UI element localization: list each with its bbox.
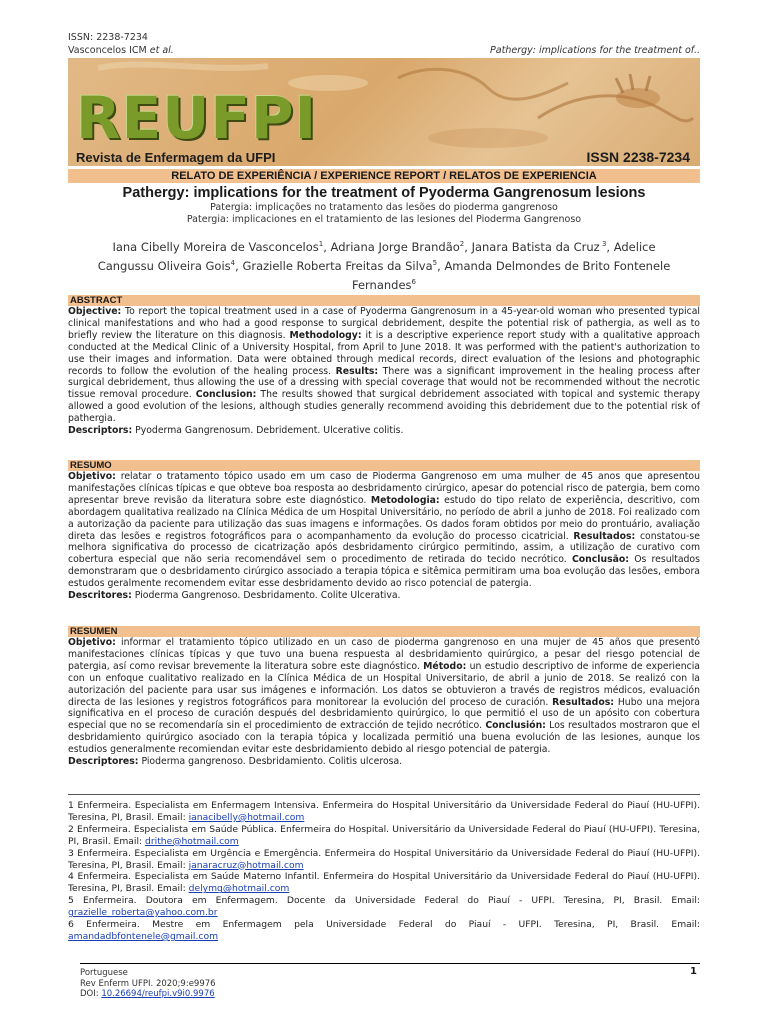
author: Amanda Delmondes de Brito Fontenele Fernandes [351, 258, 671, 292]
affiliation-item: 4 Enfermeira. Especialista em Saúde Materno Infantil. Enfermeira do Hospital Universitário da Universidade Federal do Piauí (HU-UFPI). Teresina, PI, Brasil. Email: delymg@hotmail.com [68, 871, 700, 895]
header-authors-short: Vasconcelos ICM et al. [68, 45, 174, 56]
doi-link[interactable]: 10.26694/reufpi.v9i0.9976 [101, 989, 215, 999]
email-link[interactable]: grazielle_roberta@yahoo.com.br [68, 907, 218, 919]
author: Adelice Cangussu Oliveira Gois [97, 239, 656, 273]
affiliations [68, 800, 700, 943]
resumo-heading: RESUMO [68, 460, 700, 471]
footer-language: Portuguese [80, 968, 128, 978]
author-affiliation-mark: 4 [230, 258, 236, 267]
article-title-pt: Patergia: implicações no tratamento das lesões do pioderma gangrenoso [210, 202, 558, 213]
email-link[interactable]: amandadbfontenele@gmail.com [68, 930, 219, 942]
journal-logo: REUFPI [76, 84, 318, 152]
email-link[interactable]: drithe@hotmail.com [145, 835, 239, 847]
header-issn: ISSN: 2238-7234 [68, 32, 148, 43]
footer-doi: DOI: 10.26694/reufpi.v9i0.9976 [80, 989, 215, 999]
page-footer [80, 968, 216, 1000]
author-affiliation-mark: 2 [459, 240, 465, 248]
article-title-es: Patergia: implicaciones en el tratamiento de las lesiones del Pioderma Gangrenoso [186, 214, 582, 225]
banner-issn: ISSN 2238-7234 [586, 149, 690, 165]
author: Grazielle Roberta Freitas da Silva [242, 258, 433, 273]
affiliation-item: 5 Enfermeira. Doutora em Enfermagem. Docente da Universidade Federal do Piauí - UFPI. Teresina, PI, Brasil. Email: grazielle_roberta@yahoo.com.br [68, 895, 700, 919]
author-affiliation-mark: 1 [318, 240, 324, 248]
author-affiliation-mark: 5 [432, 258, 438, 267]
affiliation-item: 6 Enfermeira. Mestre em Enfermagem pela Universidade Federal do Piauí - UFPI. Teresina, PI, Brasil. Email: amandadbfontenele@gmail.com [68, 919, 700, 942]
journal-banner [68, 58, 700, 166]
resumen-body: Objetivo: informar el tratamiento tópico utilizado en un caso de pioderma gangrenoso en una mujer de 45 años que presentó manifestaciones clínicas típicas y que tuvo una buena respuesta al desbridamiento quirúrgico, a pesar del riesgo potencial de patergia, así como revisar brevemente la literatura sobre este diagnóstico. Método: un estudio descriptivo de informe de experiencia con un enfoque cualitativo realizado en la Clínica Médica de un Hospital Universitario, de abril a junio de 2018. Se realizó con la autorización del paciente para usar sus imágenes e información. Los datos se obtuvieron a través de registros médicos, evaluación directa de las lesiones y registros fotográficos para monitorear la evolución del proceso de curación. Resultados: Hubo una mejora significativa en el proceso de curación después del desbridamiento quirúrgico, lo que permitió el uso de un apósito con cobertura especial que no se recomendaría sin el procedimiento de extracción de tejido necrótico. Conclusión: Los resultados mostraron que el desbridamiento quirúrgico asociado con la terapia tópica y localizada permitió una buena evolución de las lesiones, aunque los estudios generalmente recomiendan evitar este desbridamiento debido al riesgo potencial de patergia. Descriptores: Pioderma gangrenoso. Desbridamiento. Colitis ulcerosa. [68, 637, 700, 768]
email-link[interactable]: janaracruz@hotmail.com [188, 859, 304, 871]
journal-name: Revista de Enfermagem da UFPI [76, 150, 276, 165]
email-link[interactable]: delymg@hotmail.com [188, 883, 290, 895]
author: Iana Cibelly Moreira de Vasconcelos [112, 239, 319, 254]
affiliation-item: 1 Enfermeira. Especialista em Enfermagem Intensiva. Enfermeira do Hospital Universitário da Universidade Federal do Piauí (HU-UFPI). Teresina, PI, Brasil. Email: ianacibelly@hotmail.com [68, 800, 700, 823]
email-link[interactable]: ianacibelly@hotmail.com [188, 811, 305, 823]
resumo-body: Objetivo: relatar o tratamento tópico usado em um caso de Pioderma Gangrenoso em uma mulher de 45 anos que apresentou manifestações clínicas típicas e que obteve boa resposta ao desbridamento cirúrgico, apesar do potencial risco de patergia, bem como apresentar breve revisão da literatura sobre este diagnóstico. Metodologia: estudo do tipo relato de experiência, descritivo, com abordagem qualitativa realizado na Clínica Médica de um Hospital Universitário, no período de abril a junho de 2018. Foi realizado com a autorização da paciente para utilização das suas imagens e informações. Os dados foram obtidos por meio do prontuário, avaliação direta das lesões e registros fotográficos para o acompanhamento da evolução do processo cicatricial. Resultados: constatou-se melhora significativa do processo de cicatrização após desbridamento cirúrgico permitindo, assim, a utilização de curativo com cobertura especial que não seria recomendável sem o procedimento de retirada do tecido necrótico. Conclusão: Os resultados demonstraram que o desbridamento cirúrgico associado a terapia tópica e sitêmica permitiram uma boa evolução das lesões, embora estudos geralmente recomendem evitar esse desbridamento devido ao risco potencial de patergia. Descritores: Pioderma Gangrenoso. Desbridamento. Colite Ulcerativa. [68, 471, 700, 602]
footer-citation: Rev Enferm UFPI. 2020;9:e9976 [80, 978, 216, 989]
resumen-heading: RESUMEN [68, 626, 700, 637]
report-type-band: RELATO DE EXPERIÊNCIA / EXPERIENCE REPORT / RELATOS DE EXPERIENCIA [68, 169, 700, 183]
running-title: Pathergy: implications for the treatment of.. [490, 45, 700, 56]
author-affiliation-mark: 6 [411, 277, 417, 286]
page-number: 1 [690, 966, 697, 977]
author-affiliation-mark: 3 [599, 240, 607, 248]
abstract-heading: ABSTRACT [68, 295, 700, 306]
affiliations-divider [68, 794, 700, 795]
author: Janara Batista da Cruz [471, 239, 600, 254]
footer-rule [80, 963, 700, 964]
affiliation-item: 2 Enfermeira. Especialista em Saúde Pública. Enfermeira do Hospital. Universitário da Universidade Federal do Piauí (HU-UFPI). Teresina, PI, Brasil. Email: drithe@hotmail.com [68, 823, 700, 847]
author: Adriana Jorge Brandão [330, 239, 460, 254]
article-title: Pathergy: implications for the treatment of Pyoderma Gangrenosum lesions [122, 185, 646, 201]
author-list: Iana Cibelly Moreira de Vasconcelos$^1$, Adriana Jorge Brandão$^2$, Janara Batista da Cruz $^3$, Adelice Cangussu Oliveira Gois$^4$, Grazielle Roberta Freitas da Silva$^5$, Amanda Delmondes de Brito Fontenele Fernandes$^6$ [97, 239, 671, 292]
page-header [68, 31, 700, 57]
abstract-body: Objective: To report the topical treatment used in a case of Pyoderma Gangrenosum in a 45-year-old woman who presented typical clinical manifestations and who had a good response to surgical debridement, despite the potential risk of pathergia, as well as to briefly review the literature on this diagnosis. Methodology: it is a descriptive experience report study with a qualitative approach conducted at the Medical Clinic of a University Hospital, from April to June 2018. It was performed with the patient's authorization to use their images and information. Data were obtained through medical records, direct evaluation of the lesions and photographic records to follow the evolution of the healing process. Results: There was a significant improvement in the healing process after surgical debridement, thus allowing the use of a dressing with special coverage that would not be recommended without the necrotic tissue removal procedure. Conclusion: The results showed that surgical debridement associated with topical and systemic therapy allowed a good evolution of the lesions, although studies generally recommend avoiding this debridement due to the potential risk of pathergia. Descriptors: Pyoderma Gangrenosum. Debridement. Ulcerative colitis. [68, 306, 700, 437]
affiliation-item: 3 Enfermeira. Especialista em Urgência e Emergência. Enfermeira do Hospital Universitário da Universidade Federal do Piauí (HU-UFPI). Teresina, PI, Brasil. Email: janaracruz@hotmail.com [68, 847, 700, 871]
